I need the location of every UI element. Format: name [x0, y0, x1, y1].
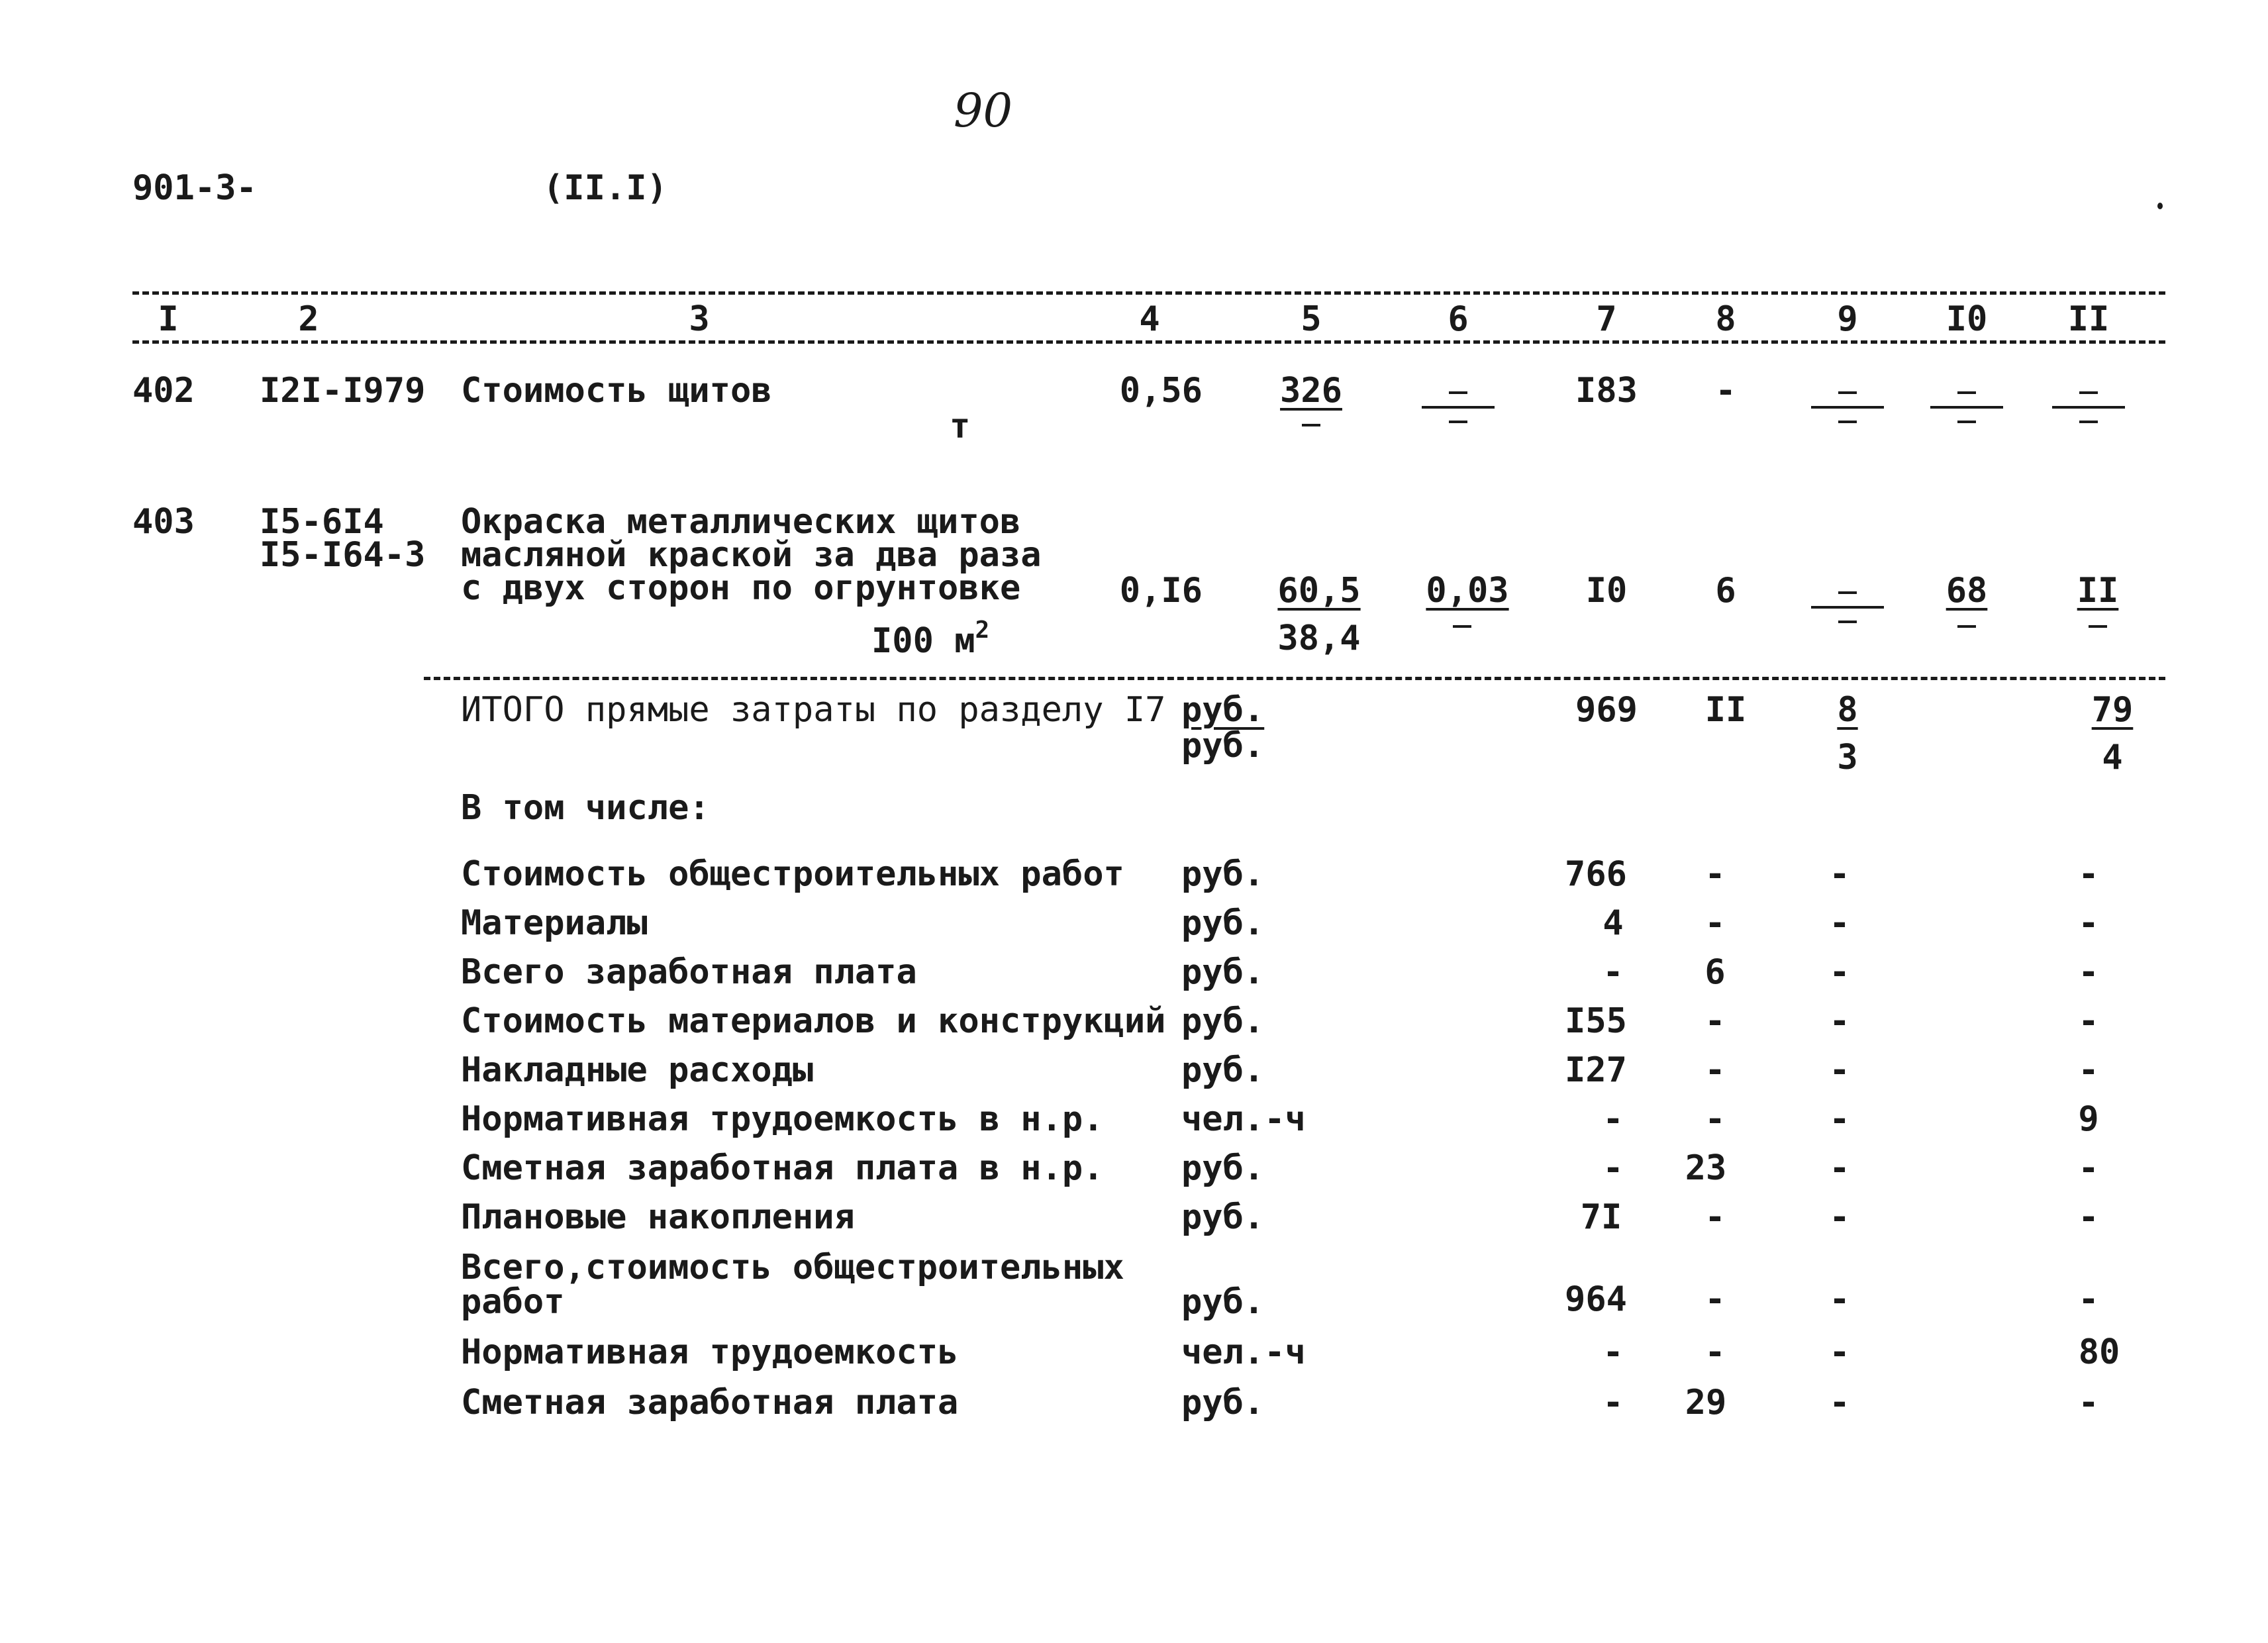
item-unit: руб. [1181, 1282, 1265, 1322]
header-top-rule [132, 291, 2165, 295]
item-machines: - [1829, 1332, 1850, 1372]
item-label: Стоимость общестроительных работ [461, 854, 1124, 894]
item-labor: - [2078, 1148, 2099, 1188]
item-machines: - [1829, 854, 1850, 894]
row-number: 402 [132, 371, 195, 411]
item-machines: - [1829, 1099, 1850, 1139]
totals-unit: руб. [1181, 726, 1265, 766]
item-machines: - [1829, 1001, 1850, 1041]
item-wages: 23 [1685, 1148, 1727, 1188]
unit-cost-wages: 38,4 [1277, 619, 1361, 658]
item-unit: руб. [1181, 1148, 1265, 1188]
totals-cost: 969 [1575, 690, 1638, 730]
item-wages: - [1704, 903, 1726, 943]
item-machines: - [1829, 1148, 1850, 1188]
item-unit: руб. [1181, 1001, 1265, 1041]
unit: I00 $м^2$ [871, 617, 990, 661]
work-name: с двух сторон по огрунтовке [461, 568, 1021, 608]
item-labor: - [2078, 1050, 2099, 1090]
item-labor: - [2078, 952, 2099, 992]
unit-cost: 60,5 [1277, 571, 1361, 611]
work-name: масляной краской за два раза [461, 535, 1042, 575]
document-code: 901-3- [132, 168, 257, 208]
totals-labor-operators: 4 [2102, 738, 2123, 777]
quantity: 0,I6 [1119, 571, 1203, 611]
item-machines: - [1829, 1050, 1850, 1090]
item-cost: 964 [1565, 1279, 1627, 1319]
total-cost: I83 [1575, 371, 1638, 411]
item-label: Накладные расходы [461, 1050, 814, 1090]
item-labor: 9 [2078, 1099, 2099, 1139]
item-label: Сметная заработная плата в н.р. [461, 1148, 1104, 1188]
labor-hours: 68 [1946, 571, 1988, 611]
item-cost: - [1602, 1099, 1624, 1139]
totals-machines-wages: 3 [1837, 738, 1858, 777]
operation-cost: 0,03 [1426, 571, 1509, 611]
item-labor: - [2078, 854, 2099, 894]
item-machines: - [1829, 1383, 1850, 1422]
item-label: Нормативная трудоемкость [461, 1332, 959, 1372]
empty-dash [1302, 424, 1320, 426]
wages: 6 [1715, 571, 1736, 611]
total-cost: I0 [1585, 571, 1628, 611]
item-wages: - [1704, 854, 1726, 894]
empty-dash [1453, 625, 1471, 628]
column-number: I0 [1946, 299, 1988, 339]
item-cost: I27 [1565, 1050, 1627, 1090]
labor-hours-operators: II [2077, 571, 2119, 611]
totals-label: ИТОГО прямые затраты по разделу I7 [461, 690, 1166, 730]
item-wages: - [1704, 1050, 1726, 1090]
item-unit: руб. [1181, 1050, 1265, 1090]
unit-cost: 326 [1280, 371, 1342, 411]
item-labor: 80 [2078, 1332, 2120, 1372]
totals-wages: II [1704, 690, 1747, 730]
item-machines: - [1829, 903, 1850, 943]
item-label: Материалы [461, 903, 648, 943]
totals-machines: 8 [1837, 690, 1858, 730]
column-number: 7 [1596, 299, 1617, 339]
item-wages: 29 [1685, 1383, 1727, 1422]
totals-rule [424, 677, 2165, 680]
column-number: 6 [1448, 299, 1469, 339]
item-label: Стоимость материалов и конструкций [461, 1001, 1166, 1041]
item-unit: руб. [1181, 952, 1265, 992]
item-cost: - [1602, 952, 1624, 992]
item-wages: - [1704, 1332, 1726, 1372]
item-label: Всего заработная плата [461, 952, 917, 992]
item-wages: - [1704, 1099, 1726, 1139]
page-number: 90 [954, 83, 1013, 138]
row-number: 403 [132, 502, 195, 542]
item-cost: - [1602, 1383, 1624, 1422]
item-labor: - [2078, 1001, 2099, 1041]
column-number: 2 [298, 299, 319, 339]
item-cost: 4 [1602, 903, 1624, 943]
item-unit: руб. [1181, 1383, 1265, 1422]
item-cost: - [1602, 1148, 1624, 1188]
column-number: 8 [1715, 299, 1736, 339]
column-number: 5 [1301, 299, 1322, 339]
column-number: 3 [689, 299, 710, 339]
column-number: I [158, 299, 179, 339]
column-number: II [2067, 299, 2110, 339]
item-machines: - [1829, 952, 1850, 992]
item-wages: - [1704, 1279, 1726, 1319]
item-label: работ [461, 1282, 565, 1322]
item-wages: - [1704, 1197, 1726, 1237]
column-number: 9 [1837, 299, 1858, 339]
item-labor: - [2078, 903, 2099, 943]
item-label: Всего,стоимость общестроительных [461, 1248, 1124, 1287]
item-unit: руб. [1181, 903, 1265, 943]
item-machines: - [1829, 1197, 1850, 1237]
item-machines: - [1829, 1279, 1850, 1319]
empty-dash [1957, 625, 1976, 628]
quantity: 0,56 [1119, 371, 1203, 411]
item-label: Сметная заработная плата [461, 1383, 959, 1422]
item-wages: 6 [1704, 952, 1726, 992]
section-number: (II.I) [543, 168, 667, 208]
unit: т [950, 407, 971, 446]
item-cost: 766 [1565, 854, 1627, 894]
header-bottom-rule [132, 340, 2165, 344]
item-labor: - [2078, 1383, 2099, 1422]
item-unit: чел.-ч [1181, 1099, 1306, 1139]
norm-code: I5-6I4 [260, 502, 384, 542]
item-cost: I55 [1565, 1001, 1627, 1041]
column-number: 4 [1139, 299, 1160, 339]
norm-code: I2I-I979 [260, 371, 426, 411]
item-labor: - [2078, 1197, 2099, 1237]
work-name: Окраска металлических щитов [461, 502, 1021, 542]
totals-labor: 79 [2091, 690, 2134, 730]
item-unit: руб. [1181, 854, 1265, 894]
totals-unit: руб. [1181, 690, 1265, 730]
norm-code: I5-I64-3 [260, 535, 426, 575]
item-cost: 7I [1580, 1197, 1622, 1237]
work-name: Стоимость щитов [461, 371, 772, 411]
item-unit: руб. [1181, 1197, 1265, 1237]
item-label: Нормативная трудоемкость в н.р. [461, 1099, 1104, 1139]
item-cost: - [1602, 1332, 1624, 1372]
item-unit: чел.-ч [1181, 1332, 1306, 1372]
including-label: В том числе: [461, 788, 710, 828]
wages: - [1715, 371, 1736, 411]
item-wages: - [1704, 1001, 1726, 1041]
empty-dash [2089, 625, 2107, 628]
item-label: Плановые накопления [461, 1197, 855, 1237]
ink-dot [2157, 203, 2163, 209]
item-labor: - [2078, 1279, 2099, 1319]
